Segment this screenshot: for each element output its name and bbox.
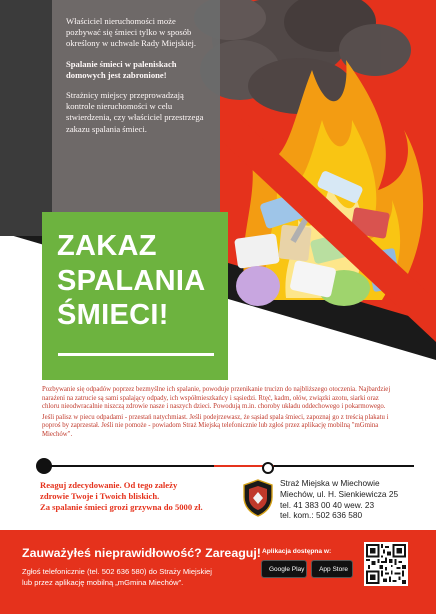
footer-report-line-1: Zgłoś telefonicznie (tel. 502 636 580) do Straży Miejskiej	[22, 567, 212, 576]
title-line-3: ŚMIECI!	[57, 299, 169, 331]
warning-line-1: Reaguj zdecydowanie. Od tego zależy	[40, 480, 178, 490]
guard-name: Straż Miejska w Miechowie	[280, 478, 380, 488]
guard-address: Miechów, ul. H. Sienkiewicza 25	[280, 488, 399, 499]
app-store-label: App Store	[319, 565, 348, 573]
left-grey-strip	[0, 0, 52, 236]
city-guard-contact	[280, 478, 398, 521]
body-text	[42, 386, 396, 441]
google-play-label: Google Play	[269, 565, 305, 573]
info-paragraph-ban: Spalanie śmieci w paleniskach domowych jest zabronione!	[66, 58, 177, 80]
info-paragraph-inspections: Strażnicy miejscy przeprowadzają kontrole nieruchomości w celu stwierdzenia, czy właściciel przestrzega zakazu spalania śmieci.	[66, 90, 204, 134]
title-line-1: ZAKAZ	[57, 230, 157, 262]
footer-report-line-2: lub przez aplikację mobilną „mGmina Miechów”.	[22, 578, 184, 587]
guard-phone: tel. 41 383 00 40 wew. 23	[280, 499, 375, 510]
timeline-divider	[36, 455, 410, 477]
body-paragraph-action: Jeśli palisz w piecu odpadami - przestań natychmiast. Jeśli podejrzewasz, że sąsiad spala śmieci, zapoznaj go z treścią plakatu i poproś by zaprzestał. Jeśli nie pomoże - powiadom Straż Miejską telefonicznie lub zgłoś przez aplikację mobilną "mGmina Miechów".	[42, 413, 389, 438]
title-line-2: SPALANIA	[57, 264, 206, 297]
timeline-marker	[262, 462, 274, 474]
qr-code-icon[interactable]	[364, 542, 408, 586]
warning-text	[40, 480, 240, 513]
warning-line-3: Za spalanie śmieci grozi grzywna do 5000 zł.	[40, 502, 203, 512]
guard-mobile: tel. kom.: 502 636 580	[280, 510, 363, 521]
timeline-start-dot	[36, 458, 52, 474]
footer-headline: Zauważyłeś nieprawidłowość? Zareaguj!	[22, 546, 261, 560]
info-box	[52, 0, 220, 212]
app-availability-label: Aplikacja dostępna w:	[262, 548, 332, 555]
title-box	[42, 212, 228, 380]
info-paragraph-rules: Właściciel nieruchomości może pozbywać się śmieci tylko w sposób określony w uchwale Rady Miejskiej.	[66, 16, 197, 49]
app-store-badge[interactable]	[311, 560, 353, 578]
footer-banner	[0, 530, 436, 614]
shield-icon	[242, 479, 274, 517]
title-underline	[58, 353, 214, 356]
poster-title	[57, 229, 205, 333]
google-play-badge[interactable]	[261, 560, 307, 578]
warning-line-2: zdrowie Twoje i Twoich bliskich.	[40, 491, 160, 501]
body-paragraph-health: Pozbywanie się odpadów poprzez bezmyślne ich spalanie, powoduje przenikanie trucizn do najbliższego otoczenia. Najbardziej narażeni na zatrucie są sami spalający odpady, ich współmieszkańcy i sąsiedzi. Rtęć, kadm, ołów, związki azotu, siarki oraz chloru nieodwracalnie niszczą zdrowie nasze i naszych dzieci. Powodują m.in. choroby układu oddechowego i pokarmowego.	[42, 386, 391, 410]
